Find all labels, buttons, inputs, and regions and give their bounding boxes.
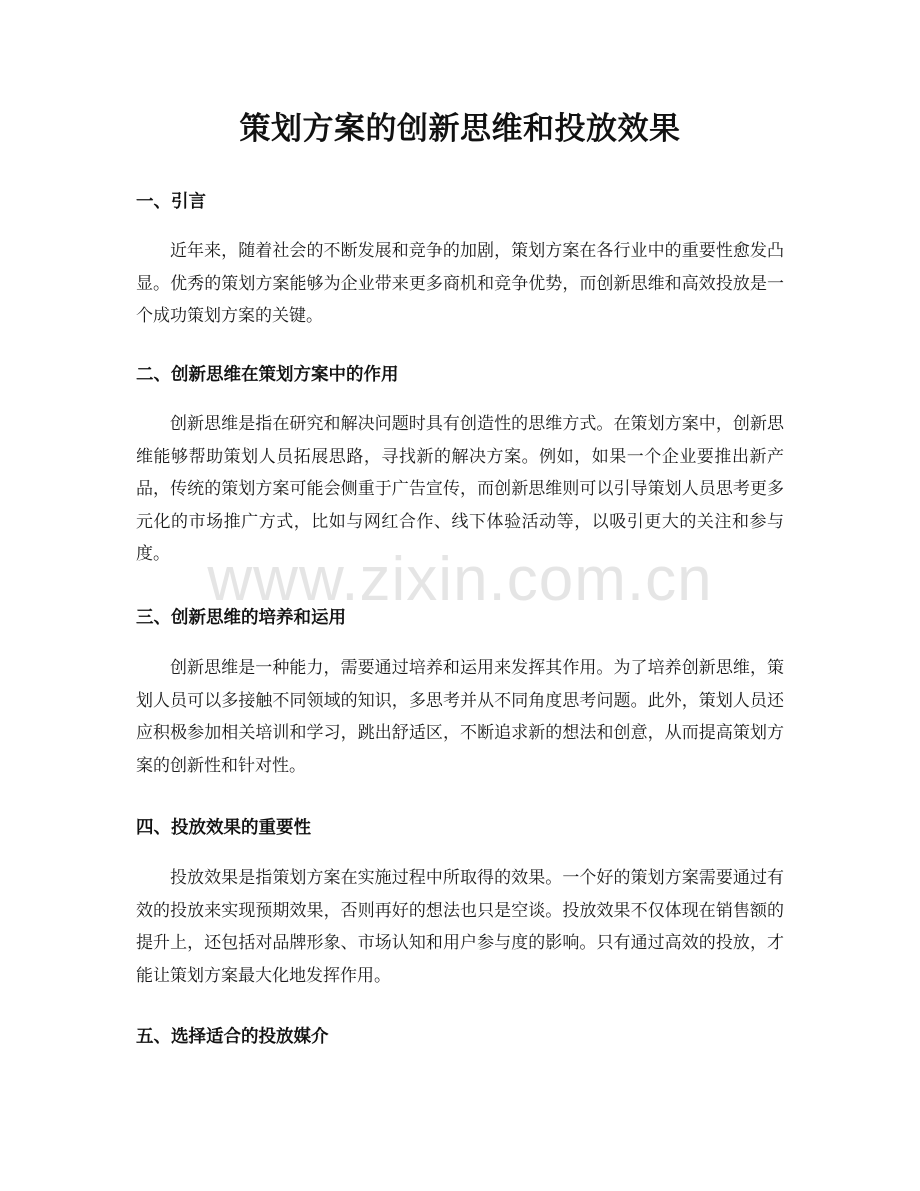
- section-heading-intro: 一、引言: [136, 192, 206, 212]
- section-paragraph-innovation-training: 创新思维是一种能力，需要通过培养和运用来发挥其作用。为了培养创新思维，策划人员可以多接触不同领域的知识，多思考并从不同角度思考问题。此外，策划人员还应积极参加相关培训和学习，跳出舒适区，不断追求新的想法和创意，从而提高策划方案的创新性和针对性。: [136, 658, 784, 776]
- section-heading-media-selection: 五、选择适合的投放媒介: [136, 1027, 329, 1047]
- section-paragraph-innovation-role: 创新思维是指在研究和解决问题时具有创造性的思维方式。在策划方案中，创新思维能够帮助策划人员拓展思路，寻找新的解决方案。例如，如果一个企业要推出新产品，传统的策划方案可能会侧重于广告宣传，而创新思维则可以引导策划人员思考更多元化的市场推广方式，比如与网红合作、线下体验活动等，以吸引更大的关注和参与度。: [136, 414, 784, 564]
- section-paragraph-intro: 近年来，随着社会的不断发展和竞争的加剧，策划方案在各行业中的重要性愈发凸显。优秀的策划方案能够为企业带来更多商机和竞争优势，而创新思维和高效投放是一个成功策划方案的关键。: [136, 241, 784, 326]
- watermark: www.zixin.com.cn: [207, 545, 713, 614]
- section-paragraph-delivery-importance: 投放效果是指策划方案在实施过程中所取得的效果。一个好的策划方案需要通过有效的投放来实现预期效果，否则再好的想法也只是空谈。投放效果不仅体现在销售额的提升上，还包括对品牌形象、市场认知和用户参与度的影响。只有通过高效的投放，才能让策划方案最大化地发挥作用。: [136, 868, 784, 986]
- section-heading-innovation-training: 三、创新思维的培养和运用: [136, 608, 346, 628]
- document-title: 策划方案的创新思维和投放效果: [239, 111, 681, 147]
- section-heading-innovation-role: 二、创新思维在策划方案中的作用: [136, 365, 399, 385]
- section-heading-delivery-importance: 四、投放效果的重要性: [136, 818, 311, 838]
